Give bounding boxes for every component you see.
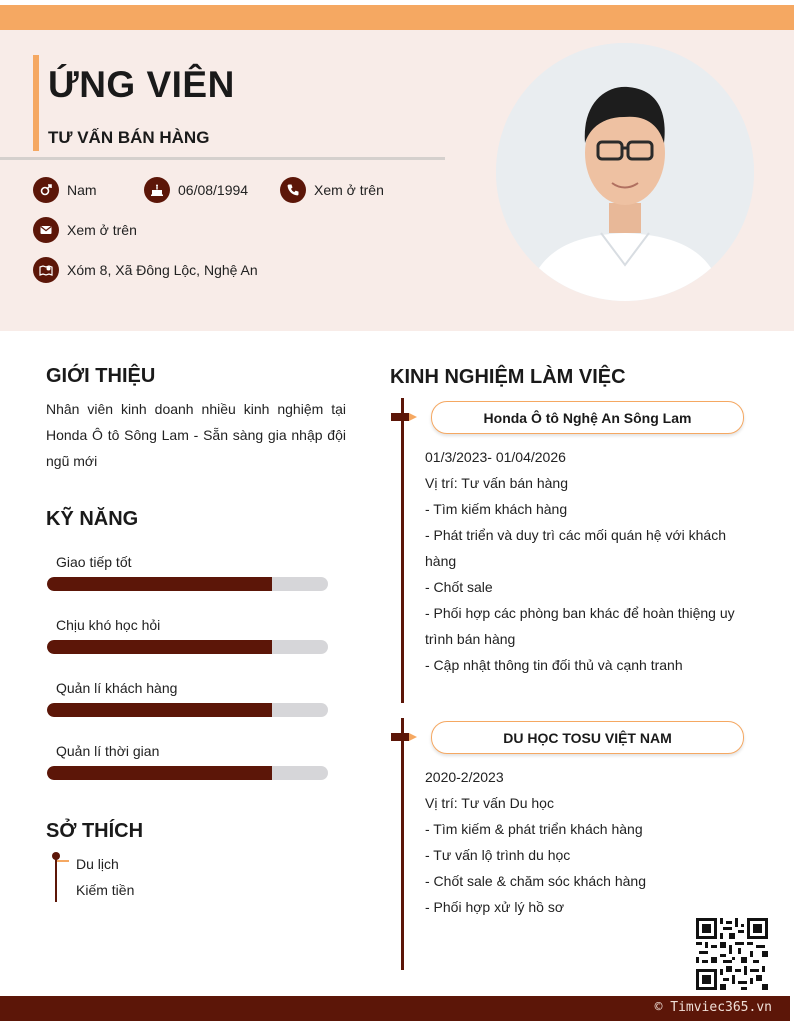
footer-bar [0,996,790,1021]
timeline-line [401,398,404,703]
skill-bar-fill [47,577,272,591]
intro-text: Nhân viên kinh doanh nhiều kinh nghiệm tại Honda Ô tô Sông Lam - Sẵn sàng gia nhập đội ngũ mới [46,401,346,469]
header-divider [0,157,445,160]
profile-photo [496,43,754,301]
timeline-marker [391,413,409,421]
hobby-item: Du lịch [76,856,119,872]
experience-line: - Tư vấn lộ trình du học [425,847,571,863]
hobby-item: Kiếm tiền [76,882,135,898]
address-info [33,257,258,283]
map-pin-icon [33,257,59,283]
hobby-dot [52,852,60,860]
company-name: DU HỌC TOSU VIỆT NAM [431,721,744,754]
timeline-marker [391,733,409,741]
experience-line: Vị trí: Tư vấn bán hàng [425,475,568,491]
experience-line: - Phối hợp các phòng ban khác để hoàn thiệng uy trình bán hàng [425,605,735,647]
skill-bar-fill [47,640,272,654]
skill-bar-fill [47,766,272,780]
experience-line: - Tìm kiếm & phát triển khách hàng [425,821,643,837]
experience-line: - Phối hợp xử lý hồ sơ [425,899,565,915]
skill-label: Quản lí khách hàng [56,680,178,696]
experience-line: - Cập nhật thông tin đối thủ và cạnh tranh [425,657,683,673]
company-name: Honda Ô tô Nghệ An Sông Lam [431,401,744,434]
experience-line: - Chốt sale [425,579,493,595]
skill-bar [47,640,328,654]
job-title: TƯ VẤN BÁN HÀNG [48,128,210,147]
experience-line: - Phát triển và duy trì các mối quán hệ với khách hàng [425,527,726,569]
gender-info [33,177,97,203]
experience-title: KINH NGHIỆM LÀM VIỆC [390,366,626,388]
skill-label: Giao tiếp tốt [56,554,132,570]
skill-label: Quản lí thời gian [56,743,160,759]
experience-line: 01/3/2023- 01/04/2026 [425,449,566,465]
experience-line: 2020-2/2023 [425,769,504,785]
experience-details [425,444,745,678]
email-text[interactable]: Xem ở trên [67,222,137,238]
phone-info [280,177,384,203]
skill-bar [47,703,328,717]
skill-label: Chịu khó học hỏi [56,617,161,633]
skill-bar [47,766,328,780]
email-icon [33,217,59,243]
birthday-text: 06/08/1994 [178,182,249,198]
candidate-name: ỨNG VIÊN [48,64,235,105]
timeline-arrow [409,733,417,741]
skill-bar-fill [47,703,272,717]
hobbies-title: SỞ THÍCH [46,820,144,842]
skill-bar [47,577,328,591]
experience-line: - Chốt sale & chăm sóc khách hàng [425,873,647,889]
footer-copyright[interactable]: © Timviec365.vn [654,1000,772,1015]
top-accent-bar [0,5,794,30]
gender-icon [33,177,59,203]
gender-text: Nam [67,182,97,198]
timeline-arrow [409,413,417,421]
experience-details [425,764,745,920]
email-info [33,217,137,243]
cake-icon [144,177,170,203]
hobby-line [55,856,57,902]
experience-line: Vị trí: Tư vấn Du học [425,795,554,811]
phone-icon [280,177,306,203]
address-text: Xóm 8, Xã Đông Lộc, Nghệ An [67,262,258,278]
experience-line: - Tìm kiếm khách hàng [425,501,568,517]
name-accent-bar [33,55,39,151]
birthday-info [144,177,248,203]
skills-title: KỸ NĂNG [46,508,139,530]
phone-text[interactable]: Xem ở trên [314,182,384,198]
intro-title: GIỚI THIỆU [46,365,156,387]
timeline-line [401,718,404,970]
hobby-tick [57,860,69,862]
qr-code [696,918,768,990]
